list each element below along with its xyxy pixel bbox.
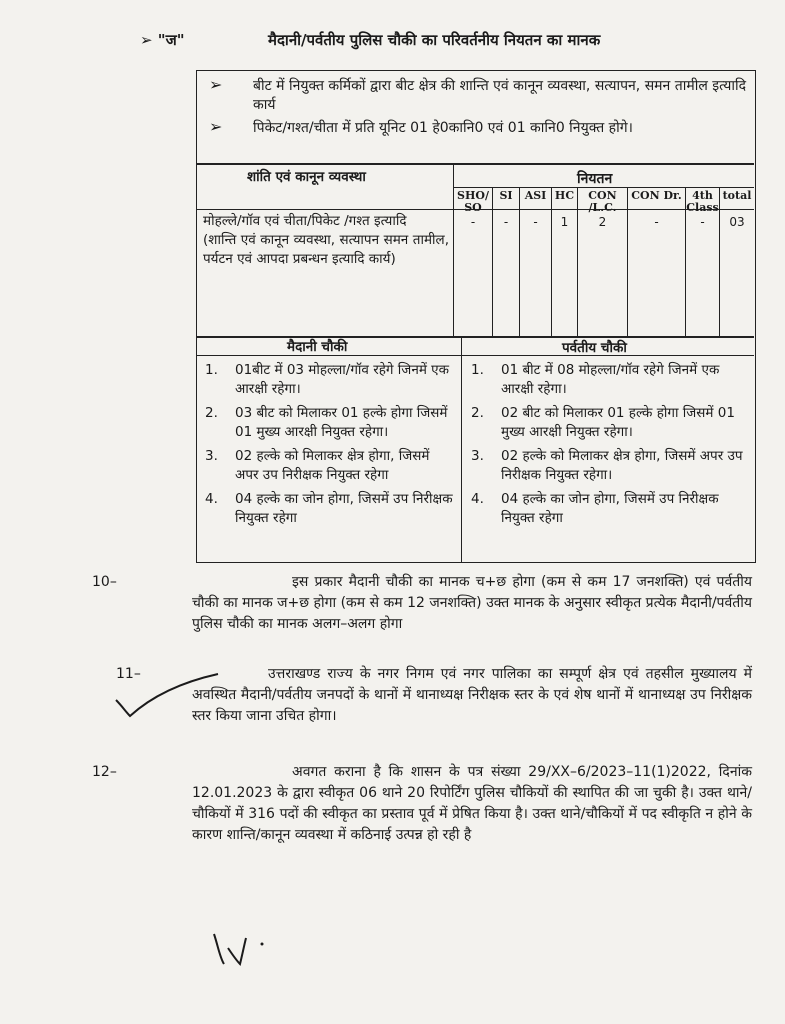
allocation-table xyxy=(196,70,756,563)
col-header-sho: SHO/ SO xyxy=(457,189,489,214)
row-label-main: मोहल्ले/गॉव एवं चीता/पिकेट /गश्त इत्यादि xyxy=(203,213,407,229)
page-title: मैदानी/पर्वतीय पुलिस चौकी का परिवर्तनीय नियतन का मानक xyxy=(268,31,601,49)
list-item: 2. 03 बीट को मिलाकर 01 हल्के होगा जिसमें 01 मुख्य आरक्षी नियुक्त रहेगा। xyxy=(205,405,448,440)
row-label xyxy=(203,212,449,269)
col-header-con-dr: CON Dr. xyxy=(631,189,682,202)
value-con: 2 xyxy=(598,215,607,229)
paragraph-10: 10– इस प्रकार मैदानी चौकी का मानक च+छ होगा (कम से कम 17 जनशक्ति) एवं पर्वतीय चौकी का मानक ज+छ होगा (कम से कम 12 जनशक्ति) उक्त मानक के अनुसार स्वीकृत प्रत्येक मैदानी/पर्वतीय पुलिस चौकी का मानक अलग–अलग होगा xyxy=(92,574,752,632)
list-item: 1. 01बीट में 03 मोहल्ला/गॉव रहेगे जिनमें एक आरक्षी रहेगा। xyxy=(205,362,450,397)
col-header-con: CON /L.C. xyxy=(588,189,617,214)
col-header-si: SI xyxy=(499,189,513,202)
section-marker: ➢ "ज" xyxy=(140,31,185,49)
bullet-item: बीट में नियुक्त कर्मिकों द्वारा बीट क्षेत्र की शान्ति एवं कानून व्यवस्था, सत्यापन, समन तामील इत्यादि कार्य xyxy=(253,78,747,113)
list-item: 3. 02 हल्के को मिलाकर क्षेत्र होगा, जिसमें अपर उप निरीक्षक नियुक्त रहेगा। xyxy=(471,448,743,483)
list-item: 4. 04 हल्के का जोन होगा, जिसमें उप निरीक्षक नियुक्त रहेगा xyxy=(205,491,453,526)
hill-outpost-list xyxy=(471,361,747,533)
value-asi: - xyxy=(533,215,538,229)
paragraph-11: 11– उत्तराखण्ड राज्य के नगर निगम एवं नगर पालिका का सम्पूर्ण क्षेत्र एवं तहसील मुख्यालय में अवस्थित मैदानी/पर्वतीय जनपदों के थानों में थानाध्यक्ष निरीक्षक स्तर के एवं शेष थानों में थानाध्यक्ष उप निरीक्षक स्तर किया जाना उचित होगा। xyxy=(116,666,752,724)
col-header-total: total xyxy=(722,189,752,202)
plain-outpost-heading: मैदानी चौकी xyxy=(287,339,348,355)
col-header-asi: ASI xyxy=(524,189,547,202)
list-item: 2. 02 बीट को मिलाकर 01 हल्के होगा जिसमें 01 मुख्य आरक्षी नियुक्त रहेगा। xyxy=(471,405,735,440)
law-order-header: शांति एवं कानून व्यवस्था xyxy=(247,169,366,185)
value-4th-class: - xyxy=(700,215,705,229)
list-item: 4. 04 हल्के का जोन होगा, जिसमें उप निरीक्षक नियुक्त रहेगा xyxy=(471,491,719,526)
paragraph-12: 12– अवगत कराना है कि शासन के पत्र संख्या 29/XX–6/2023–11(1)2022, दिनांक 12.01.2023 के द्वारा स्वीकृत 06 थाने 20 रिपोर्टिंग पुलिस चौकियों की स्थापित की जा चुकी है। उक्त थाने/चौकियों में 316 पदों की स्वीकृत का प्रस्ताव पूर्व में प्रेषित किया है। उक्त थाने/चौकियों में पद स्वीकृति न होने के कारण शान्ति/कानून व्यवस्था में कठिनाई उत्पन्न हो रही है xyxy=(92,764,752,843)
arrow-bullet-icon: ➢ xyxy=(209,75,223,94)
list-item: 3. 02 हल्के को मिलाकर क्षेत्र होगा, जिसमें अपर उप निरीक्षक नियुक्त रहेगा xyxy=(205,448,430,483)
col-header-hc: HC xyxy=(554,189,575,202)
signature-icon xyxy=(210,928,270,968)
list-item: 1. 01 बीट में 08 मोहल्ला/गॉव रहेगे जिनमें एक आरक्षी रहेगा। xyxy=(471,362,720,397)
bullet-item: पिकेट/गश्त/चीता में प्रति यूनिट 01 हे0कानि0 एवं 01 कानि0 नियुक्त होगे। xyxy=(253,120,633,136)
hill-outpost-heading: पर्वतीय चौकी xyxy=(562,340,627,356)
plain-outpost-list xyxy=(205,361,457,533)
value-total: 03 xyxy=(729,215,745,229)
arrow-bullet-icon: ➢ xyxy=(209,117,223,136)
value-con-dr: - xyxy=(654,215,659,229)
value-sho: - xyxy=(470,215,476,229)
value-hc: 1 xyxy=(560,215,569,229)
col-header-4th-class: 4th Class xyxy=(686,189,719,214)
row-label-detail: (शान्ति एवं कानून व्यवस्था, सत्यापन समन तामील, पर्यटन एवं आपदा प्रबन्धन इत्यादि कार्य) xyxy=(203,232,449,267)
checkmark-icon xyxy=(112,672,222,722)
value-si: - xyxy=(503,215,509,229)
allocation-header: नियतन xyxy=(577,171,613,187)
